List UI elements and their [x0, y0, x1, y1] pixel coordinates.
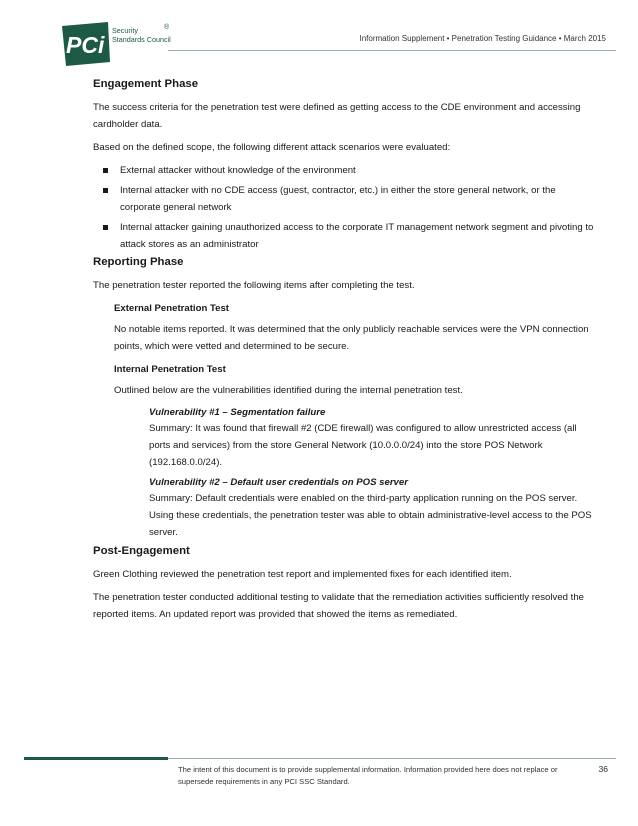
reporting-intro: The penetration tester reported the following items after completing the test. [93, 280, 415, 291]
logo-mark-text: PCi [66, 32, 105, 58]
header-divider [168, 50, 616, 51]
bullet-square-icon [103, 168, 108, 173]
vulnerability-list [149, 405, 597, 541]
engagement-phase-heading: Engagement Phase [93, 78, 199, 90]
logo-wordmark [112, 27, 171, 44]
vulnerability-1-summary: Summary: It was found that firewall #2 (CDE firewall) was configured to allow unrestricted access (all ports and services) from the store General Network (10.0.0.0/24) into the store POS Network (192.168.0.0/24). [149, 423, 577, 468]
external-test-section [114, 300, 597, 399]
logo-line-2: Standards Council [112, 34, 171, 44]
internal-test-heading: Internal Penetration Test [114, 364, 226, 375]
post-engagement-paragraph-2: The penetration tester conducted additional testing to validate that the remediation activities sufficiently resolved the reported items. An updated report was provided that showed the items as remediated. [93, 592, 584, 620]
footer-accent-bar [24, 757, 168, 760]
vulnerability-1-title: Vulnerability #1 – Segmentation failure [149, 407, 326, 418]
footer-disclaimer: The intent of this document is to provide supplemental information. Information provided here does not replace or supersede requirements in any PCI SSC Standard. [178, 765, 558, 786]
vulnerability-2-summary: Summary: Default credentials were enabled on the third-party application running on the POS server. Using these credentials, the penetration tester was able to obtain administrative-level access to the POS server. [149, 493, 592, 538]
vulnerability-2-title: Vulnerability #2 – Default user credentials on POS server [149, 477, 408, 488]
internal-test-text: Outlined below are the vulnerabilities identified during the internal penetration test. [114, 385, 463, 396]
attack-scenario-list [93, 162, 597, 253]
document-header-title: Information Supplement • Penetration Testing Guidance • March 2015 [359, 34, 606, 43]
engagement-paragraph-1: The success criteria for the penetration test were defined as getting access to the CDE environment and accessing cardholder data. [93, 102, 581, 130]
bullet-square-icon [103, 225, 108, 230]
reporting-phase-heading: Reporting Phase [93, 256, 184, 268]
post-engagement-heading: Post-Engagement [93, 545, 190, 557]
list-item: External attacker without knowledge of the environment [93, 162, 597, 179]
bullet-square-icon [103, 188, 108, 193]
external-test-text: No notable items reported. It was determined that the only publicly reachable services were the VPN connection points, which were vetted and determined to be secure. [114, 324, 589, 352]
pci-logo-icon [58, 22, 112, 66]
post-engagement-paragraph-1: Green Clothing reviewed the penetration test report and implemented fixes for each identified item. [93, 569, 512, 580]
logo-line-1: Security [112, 26, 138, 35]
list-item: Internal attacker with no CDE access (guest, contractor, etc.) in either the store general network, or the corporate general network [93, 182, 597, 216]
list-item: Internal attacker gaining unauthorized access to the corporate IT management network segment and pivoting to attack stores as an administrator [93, 219, 597, 253]
external-test-heading: External Penetration Test [114, 303, 229, 314]
registered-mark: ® [164, 24, 170, 31]
engagement-paragraph-2: Based on the defined scope, the following different attack scenarios were evaluated: [93, 142, 451, 153]
page-content [93, 78, 597, 629]
footer-divider [168, 758, 616, 759]
page-number: 36 [598, 764, 608, 774]
